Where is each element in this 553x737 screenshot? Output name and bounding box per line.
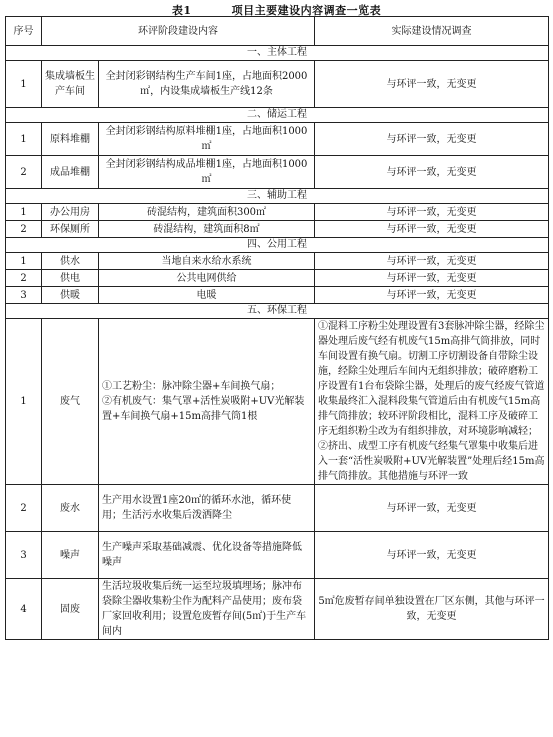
section-title: 五、环保工程 xyxy=(6,304,549,319)
table-row xyxy=(6,253,549,270)
section-row xyxy=(6,46,549,61)
row-eia: 砖混结构，建筑面积8㎡ xyxy=(99,221,315,238)
table-row xyxy=(6,485,549,532)
row-actual: 与环评一致，无变更 xyxy=(315,485,549,532)
row-name: 废气 xyxy=(42,319,99,485)
row-name: 供暖 xyxy=(42,287,99,304)
row-eia: 全封闭彩钢结构成品堆棚1座，占地面积1000㎡ xyxy=(99,156,315,189)
row-actual: 与环评一致，无变更 xyxy=(315,204,549,221)
row-actual: 与环评一致，无变更 xyxy=(315,221,549,238)
row-eia: 全封闭彩钢结构生产车间1座，占地面积2000㎡，内设集成墙板生产线12条 xyxy=(99,61,315,108)
section-row xyxy=(6,108,549,123)
row-eia: 生活垃圾收集后统一运至垃圾填埋场；脉冲布袋除尘器收集粉尘作为配料产品使用；废布袋厂家回收利用；设置危废暂存间(5㎡)于生产车间内 xyxy=(99,579,315,640)
actual-item-dust: ①混料工序粉尘处理设置有3套脉冲除尘器，经除尘器处理后废气经有机废气15m高排气筒排放，同时车间设置有换气扇。切割工序切割设备自带除尘设施，经除尘处理后车间内无组织排放；破碎磨粉工序设置有1台布袋除尘器，处理后的废气经废气管道收集最终汇入混料段集气管道后由有机废气15m高排气筒排放；较环评阶段相比，混料工序及破碎工序无组织粉尘改为有组织排放，对环境影响减轻； xyxy=(318,321,545,437)
row-name: 供电 xyxy=(42,270,99,287)
row-eia: 生产噪声采取基础减震、优化设备等措施降低噪声 xyxy=(99,532,315,579)
row-no: 1 xyxy=(6,253,42,270)
header-eia: 环评阶段建设内容 xyxy=(42,17,315,46)
row-no: 2 xyxy=(6,485,42,532)
row-name: 噪声 xyxy=(42,532,99,579)
table-title: 项目主要建设内容调查一览表 xyxy=(231,4,382,17)
header-seq: 序号 xyxy=(6,17,42,46)
row-eia xyxy=(99,319,315,485)
row-name: 集成墙板生产车间 xyxy=(42,61,99,108)
row-name: 固废 xyxy=(42,579,99,640)
table-row xyxy=(6,123,549,156)
header-actual: 实际建设情况调查 xyxy=(315,17,549,46)
table-row xyxy=(6,156,549,189)
table-row xyxy=(6,270,549,287)
row-name: 成品堆棚 xyxy=(42,156,99,189)
row-no: 1 xyxy=(6,204,42,221)
row-no: 2 xyxy=(6,156,42,189)
table-row xyxy=(6,61,549,108)
row-name: 废水 xyxy=(42,485,99,532)
row-actual: 与环评一致，无变更 xyxy=(315,287,549,304)
table-row xyxy=(6,204,549,221)
eia-item-dust: ①工艺粉尘：脉冲除尘器+车间换气扇； xyxy=(102,381,281,392)
section-title: 三、辅助工程 xyxy=(6,189,549,204)
row-name: 环保厕所 xyxy=(42,221,99,238)
row-no: 1 xyxy=(6,61,42,108)
row-eia: 当地自来水给水系统 xyxy=(99,253,315,270)
row-no: 3 xyxy=(6,287,42,304)
construction-content-table xyxy=(5,16,549,640)
row-eia: 公共电网供给 xyxy=(99,270,315,287)
row-no: 2 xyxy=(6,270,42,287)
table-row xyxy=(6,287,549,304)
row-eia: 电暖 xyxy=(99,287,315,304)
row-name: 办公用房 xyxy=(42,204,99,221)
row-no: 2 xyxy=(6,221,42,238)
row-actual: 与环评一致，无变更 xyxy=(315,270,549,287)
row-no: 1 xyxy=(6,123,42,156)
row-no: 4 xyxy=(6,579,42,640)
row-actual: 与环评一致，无变更 xyxy=(315,532,549,579)
row-eia: 砖混结构，建筑面积300㎡ xyxy=(99,204,315,221)
row-actual: 与环评一致，无变更 xyxy=(315,253,549,270)
table-row xyxy=(6,221,549,238)
section-title: 二、储运工程 xyxy=(6,108,549,123)
row-no: 1 xyxy=(6,319,42,485)
row-name: 原料堆棚 xyxy=(42,123,99,156)
section-row xyxy=(6,189,549,204)
eia-item-organic-gas: ②有机废气：集气罩+活性炭吸附+UV光解装置+车间换气扇+15m高排气筒1根 xyxy=(102,396,305,422)
row-no: 3 xyxy=(6,532,42,579)
section-row xyxy=(6,304,549,319)
section-title: 四、公用工程 xyxy=(6,238,549,253)
row-name: 供水 xyxy=(42,253,99,270)
row-eia: 全封闭彩钢结构原料堆棚1座，占地面积1000㎡ xyxy=(99,123,315,156)
table-row xyxy=(6,319,549,485)
row-eia: 生产用水设置1座20㎡的循环水池，循环使用；生活污水收集后泼洒降尘 xyxy=(99,485,315,532)
table-header-row xyxy=(6,17,549,46)
row-actual: 5㎡危废暂存间单独设置在厂区东侧，其他与环评一致，无变更 xyxy=(315,579,549,640)
table-number: 表1 xyxy=(171,4,192,17)
row-actual: 与环评一致，无变更 xyxy=(315,123,549,156)
table-row xyxy=(6,579,549,640)
actual-item-organic-gas: ②挤出、成型工序有机废气经集气罩集中收集后进入一套“活性炭吸附+UV光解装置”处理后经15m高排气筒排放。其他措施与环评一致 xyxy=(318,441,545,482)
section-title: 一、主体工程 xyxy=(6,46,549,61)
row-actual xyxy=(315,319,549,485)
section-row xyxy=(6,238,549,253)
row-actual: 与环评一致，无变更 xyxy=(315,61,549,108)
table-row xyxy=(6,532,549,579)
row-actual: 与环评一致，无变更 xyxy=(315,156,549,189)
